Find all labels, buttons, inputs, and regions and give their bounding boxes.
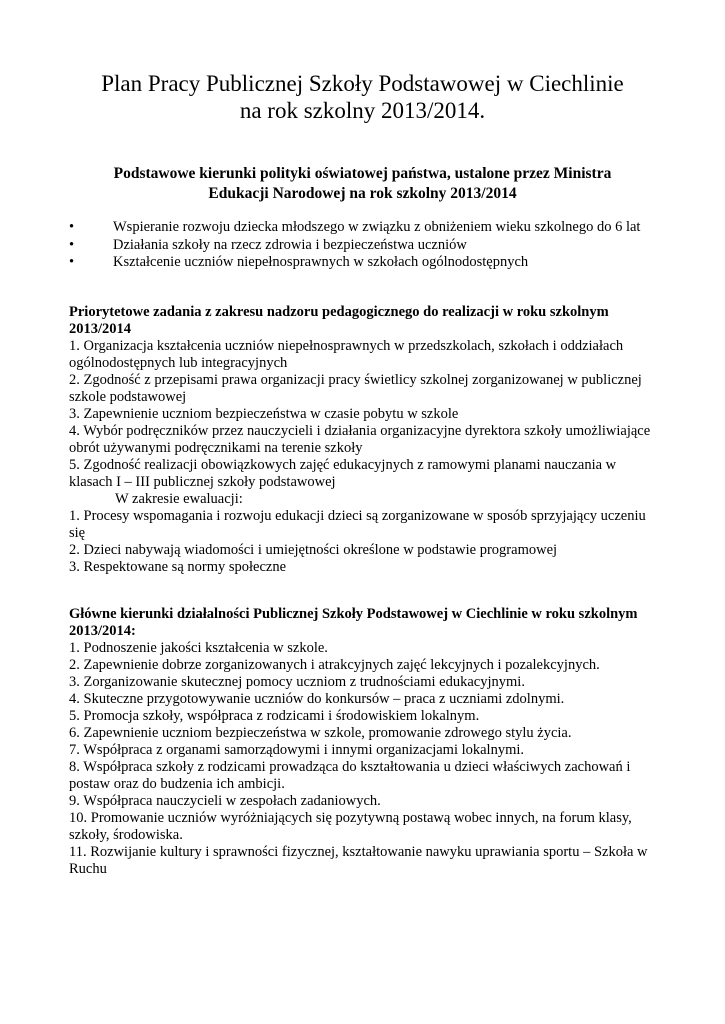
direction-item: 3. Zorganizowanie skutecznej pomocy uczniom z trudnościami edukacyjnymi.	[69, 674, 525, 690]
policy-heading	[50, 164, 675, 204]
direction-item: 8. Współpraca szkoły z rodzicami prowadząca do kształtowania u dzieci właściwych zachowań i postaw oraz do budzenia ich ambicji.	[69, 759, 631, 792]
direction-item: 7. Współpraca z organami samorządowymi i innymi organizacjami lokalnymi.	[69, 742, 525, 758]
direction-item: 10. Promowanie uczniów wyróżniających się pozytywną postawą wobec innych, na forum klasy, szkoły, środowiska.	[69, 810, 632, 843]
direction-item: 11. Rozwijanie kultury i sprawności fizycznej, kształtowanie nawyku uprawiania sportu – Szkoła w Ruchu	[69, 844, 648, 877]
evaluation-item: 3. Respektowane są normy społeczne	[69, 559, 287, 575]
policy-bullet-list	[69, 219, 679, 272]
bullet-text: Wspieranie rozwoju dziecka młodszego w związku z obniżeniem wieku szkolnego do 6 lat	[113, 219, 641, 235]
priority-task-item: 2. Zgodność z przepisami prawa organizacji pracy świetlicy szkolnej zorganizowanej w publicznej szkole podstawowej	[69, 372, 642, 405]
priority-task-item: 5. Zgodność realizacji obowiązkowych zajęć edukacyjnych z ramowymi planami nauczania w klasach I – III publicznej szkoły podstawowej	[69, 457, 617, 490]
priority-task-item: 1. Organizacja kształcenia uczniów niepełnosprawnych w przedszkolach, szkołach i oddziałach ogólnodostępnych lub integracyjnych	[69, 338, 624, 371]
evaluation-item: 2. Dzieci nabywają wiadomości i umiejętności określone w podstawie programowej	[69, 542, 558, 558]
bullet-icon: •	[69, 219, 75, 235]
priority-tasks-heading: Priorytetowe zadania z zakresu nadzoru pedagogicznego do realizacji w roku szkolnym 2013/2014	[69, 304, 609, 337]
title-line-2: na rok szkolny 2013/2014.	[239, 98, 486, 123]
direction-item: 2. Zapewnienie dobrze zorganizowanych i atrakcyjnych zajęć lekcyjnych i pozalekcyjnych.	[69, 657, 600, 673]
priority-tasks-section	[69, 304, 659, 576]
direction-item: 1. Podnoszenie jakości kształcenia w szkole.	[69, 640, 328, 656]
bullet-item	[69, 219, 679, 237]
evaluation-label: W zakresie ewaluacji:	[115, 491, 243, 507]
bullet-text: Działania szkoły na rzecz zdrowia i bezpieczeństwa uczniów	[113, 236, 467, 253]
policy-heading-line-2: Edukacji Narodowej na rok szkolny 2013/2014	[208, 185, 517, 202]
bullet-item	[69, 254, 679, 272]
evaluation-item: 1. Procesy wspomagania i rozwoju edukacji dzieci są zorganizowane w sposób sprzyjający uczeniu się	[69, 508, 646, 541]
direction-item: 9. Współpraca nauczycieli w zespołach zadaniowych.	[69, 793, 381, 809]
bullet-text: Kształcenie uczniów niepełnosprawnych w szkołach ogólnodostępnych	[113, 254, 529, 270]
title-line-1: Plan Pracy Publicznej Szkoły Podstawowej w Ciechlinie	[101, 71, 624, 96]
direction-item: 4. Skuteczne przygotowywanie uczniów do konkursów – praca z uczniami zdolnymi.	[69, 691, 565, 707]
policy-heading-line-1: Podstawowe kierunki polityki oświatowej państwa, ustalone przez Ministra	[113, 165, 612, 182]
priority-task-item: 3. Zapewnienie uczniom bezpieczeństwa w czasie pobytu w szkole	[69, 406, 459, 422]
main-directions-section	[69, 606, 659, 878]
bullet-item	[69, 237, 679, 255]
bullet-icon: •	[69, 254, 75, 270]
direction-item: 5. Promocja szkoły, współpraca z rodzicami i środowiskiem lokalnym.	[69, 708, 480, 724]
priority-task-item: 4. Wybór podręczników przez nauczycieli i działania organizacyjne dyrektora szkoły umożliwiające obrót używanymi podręcznikami na terenie szkoły	[69, 423, 651, 456]
main-directions-heading: Główne kierunki działalności Publicznej Szkoły Podstawowej w Ciechlinie w roku szkolnym 2013/2014:	[69, 606, 638, 639]
direction-item: 6. Zapewnienie uczniom bezpieczeństwa w szkole, promowanie zdrowego stylu życia.	[69, 725, 572, 741]
bullet-icon: •	[69, 236, 75, 253]
page-title	[40, 70, 685, 124]
